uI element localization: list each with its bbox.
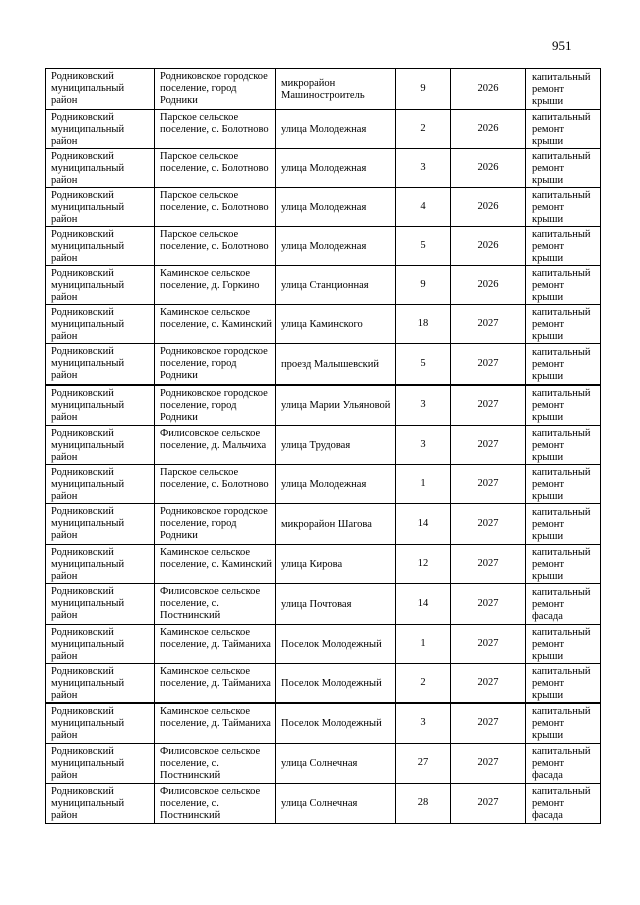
house-number-cell: 2 xyxy=(396,110,451,149)
table-row xyxy=(46,584,601,625)
district-cell: Родниковский муниципальный район xyxy=(46,783,155,823)
year-cell: 2026 xyxy=(451,69,526,110)
settlement-cell: Каминское сельское поселение, д. Тайманиха xyxy=(155,664,276,704)
work-type-cell: капитальный ремонт крыши xyxy=(526,227,601,266)
work-type-cell: капитальный ремонт крыши xyxy=(526,69,601,110)
district-cell: Родниковский муниципальный район xyxy=(46,266,155,305)
table-row xyxy=(46,625,601,664)
street-cell: микрорайон Машиностроитель xyxy=(276,69,396,110)
settlement-cell: Родниковское городское поселение, город Родники xyxy=(155,344,276,385)
year-cell: 2027 xyxy=(451,703,526,743)
work-type-cell: капитальный ремонт крыши xyxy=(526,465,601,504)
house-number-cell: 12 xyxy=(396,545,451,584)
work-type-cell: капитальный ремонт фасада xyxy=(526,743,601,783)
year-cell: 2026 xyxy=(451,188,526,227)
year-cell: 2027 xyxy=(451,743,526,783)
house-number-cell: 5 xyxy=(396,344,451,385)
table-row xyxy=(46,426,601,465)
house-number-cell: 14 xyxy=(396,504,451,545)
street-cell: улица Почтовая xyxy=(276,584,396,625)
table-row xyxy=(46,227,601,266)
work-type-cell: капитальный ремонт крыши xyxy=(526,149,601,188)
settlement-cell: Родниковское городское поселение, город Родники xyxy=(155,69,276,110)
settlement-cell: Филисовское сельское поселение, с. Постнинский xyxy=(155,743,276,783)
house-number-cell: 9 xyxy=(396,69,451,110)
street-cell: Поселок Молодежный xyxy=(276,703,396,743)
settlement-cell: Парское сельское поселение, с. Болотново xyxy=(155,149,276,188)
district-cell: Родниковский муниципальный район xyxy=(46,305,155,344)
settlement-cell: Родниковское городское поселение, город Родники xyxy=(155,385,276,426)
work-type-cell: капитальный ремонт крыши xyxy=(526,110,601,149)
housing-repair-table xyxy=(45,68,601,824)
district-cell: Родниковский муниципальный район xyxy=(46,625,155,664)
street-cell: улица Молодежная xyxy=(276,465,396,504)
settlement-cell: Каминское сельское поселение, с. Каминский xyxy=(155,545,276,584)
settlement-cell: Парское сельское поселение, с. Болотново xyxy=(155,227,276,266)
table-row xyxy=(46,149,601,188)
house-number-cell: 9 xyxy=(396,266,451,305)
table-row xyxy=(46,69,601,110)
table-row xyxy=(46,266,601,305)
district-cell: Родниковский муниципальный район xyxy=(46,188,155,227)
year-cell: 2027 xyxy=(451,584,526,625)
table-row xyxy=(46,743,601,783)
street-cell: улица Солнечная xyxy=(276,743,396,783)
work-type-cell: капитальный ремонт крыши xyxy=(526,188,601,227)
settlement-cell: Филисовское сельское поселение, д. Мальчиха xyxy=(155,426,276,465)
street-cell: улица Молодежная xyxy=(276,149,396,188)
page-number: 951 xyxy=(552,38,572,53)
street-cell: улица Солнечная xyxy=(276,783,396,823)
district-cell: Родниковский муниципальный район xyxy=(46,743,155,783)
work-type-cell: капитальный ремонт крыши xyxy=(526,266,601,305)
street-cell: улица Молодежная xyxy=(276,227,396,266)
house-number-cell: 3 xyxy=(396,703,451,743)
district-cell: Родниковский муниципальный район xyxy=(46,703,155,743)
table-row xyxy=(46,545,601,584)
district-cell: Родниковский муниципальный район xyxy=(46,465,155,504)
table-row xyxy=(46,344,601,385)
settlement-cell: Парское сельское поселение, с. Болотново xyxy=(155,110,276,149)
year-cell: 2027 xyxy=(451,465,526,504)
year-cell: 2027 xyxy=(451,344,526,385)
year-cell: 2026 xyxy=(451,110,526,149)
house-number-cell: 3 xyxy=(396,385,451,426)
table-row xyxy=(46,664,601,704)
work-type-cell: капитальный ремонт крыши xyxy=(526,385,601,426)
work-type-cell: капитальный ремонт фасада xyxy=(526,783,601,823)
house-number-cell: 1 xyxy=(396,465,451,504)
house-number-cell: 28 xyxy=(396,783,451,823)
street-cell: улица Каминского xyxy=(276,305,396,344)
year-cell: 2027 xyxy=(451,545,526,584)
settlement-cell: Каминское сельское поселение, с. Каминский xyxy=(155,305,276,344)
settlement-cell: Родниковское городское поселение, город Родники xyxy=(155,504,276,545)
street-cell: микрорайон Шагова xyxy=(276,504,396,545)
settlement-cell: Филисовское сельское поселение, с. Постнинский xyxy=(155,584,276,625)
district-cell: Родниковский муниципальный район xyxy=(46,227,155,266)
house-number-cell: 18 xyxy=(396,305,451,344)
street-cell: проезд Малышевский xyxy=(276,344,396,385)
district-cell: Родниковский муниципальный район xyxy=(46,69,155,110)
work-type-cell: капитальный ремонт крыши xyxy=(526,305,601,344)
table-row xyxy=(46,188,601,227)
district-cell: Родниковский муниципальный район xyxy=(46,584,155,625)
table-row xyxy=(46,385,601,426)
house-number-cell: 4 xyxy=(396,188,451,227)
house-number-cell: 14 xyxy=(396,584,451,625)
work-type-cell: капитальный ремонт крыши xyxy=(526,426,601,465)
settlement-cell: Парское сельское поселение, с. Болотново xyxy=(155,188,276,227)
house-number-cell: 5 xyxy=(396,227,451,266)
work-type-cell: капитальный ремонт крыши xyxy=(526,703,601,743)
table-row xyxy=(46,465,601,504)
district-cell: Родниковский муниципальный район xyxy=(46,110,155,149)
work-type-cell: капитальный ремонт фасада xyxy=(526,584,601,625)
district-cell: Родниковский муниципальный район xyxy=(46,426,155,465)
house-number-cell: 1 xyxy=(396,625,451,664)
house-number-cell: 3 xyxy=(396,149,451,188)
street-cell: улица Марии Ульяновой xyxy=(276,385,396,426)
street-cell: улица Трудовая xyxy=(276,426,396,465)
work-type-cell: капитальный ремонт крыши xyxy=(526,344,601,385)
year-cell: 2027 xyxy=(451,664,526,704)
year-cell: 2026 xyxy=(451,227,526,266)
table-row xyxy=(46,703,601,743)
district-cell: Родниковский муниципальный район xyxy=(46,504,155,545)
table-row xyxy=(46,504,601,545)
house-number-cell: 2 xyxy=(396,664,451,704)
year-cell: 2026 xyxy=(451,149,526,188)
house-number-cell: 3 xyxy=(396,426,451,465)
district-cell: Родниковский муниципальный район xyxy=(46,545,155,584)
street-cell: улица Кирова xyxy=(276,545,396,584)
work-type-cell: капитальный ремонт крыши xyxy=(526,504,601,545)
year-cell: 2027 xyxy=(451,783,526,823)
work-type-cell: капитальный ремонт крыши xyxy=(526,625,601,664)
table-row xyxy=(46,783,601,823)
table-row xyxy=(46,305,601,344)
street-cell: Поселок Молодежный xyxy=(276,664,396,704)
house-number-cell: 27 xyxy=(396,743,451,783)
table-row xyxy=(46,110,601,149)
work-type-cell: капитальный ремонт крыши xyxy=(526,545,601,584)
settlement-cell: Парское сельское поселение, с. Болотново xyxy=(155,465,276,504)
district-cell: Родниковский муниципальный район xyxy=(46,344,155,385)
settlement-cell: Каминское сельское поселение, д. Горкино xyxy=(155,266,276,305)
street-cell: улица Молодежная xyxy=(276,188,396,227)
year-cell: 2027 xyxy=(451,305,526,344)
district-cell: Родниковский муниципальный район xyxy=(46,385,155,426)
year-cell: 2027 xyxy=(451,625,526,664)
year-cell: 2027 xyxy=(451,504,526,545)
year-cell: 2027 xyxy=(451,426,526,465)
settlement-cell: Каминское сельское поселение, д. Тайманиха xyxy=(155,703,276,743)
district-cell: Родниковский муниципальный район xyxy=(46,664,155,704)
street-cell: Поселок Молодежный xyxy=(276,625,396,664)
year-cell: 2026 xyxy=(451,266,526,305)
year-cell: 2027 xyxy=(451,385,526,426)
street-cell: улица Станционная xyxy=(276,266,396,305)
settlement-cell: Филисовское сельское поселение, с. Постнинский xyxy=(155,783,276,823)
settlement-cell: Каминское сельское поселение, д. Тайманиха xyxy=(155,625,276,664)
street-cell: улица Молодежная xyxy=(276,110,396,149)
work-type-cell: капитальный ремонт крыши xyxy=(526,664,601,704)
district-cell: Родниковский муниципальный район xyxy=(46,149,155,188)
